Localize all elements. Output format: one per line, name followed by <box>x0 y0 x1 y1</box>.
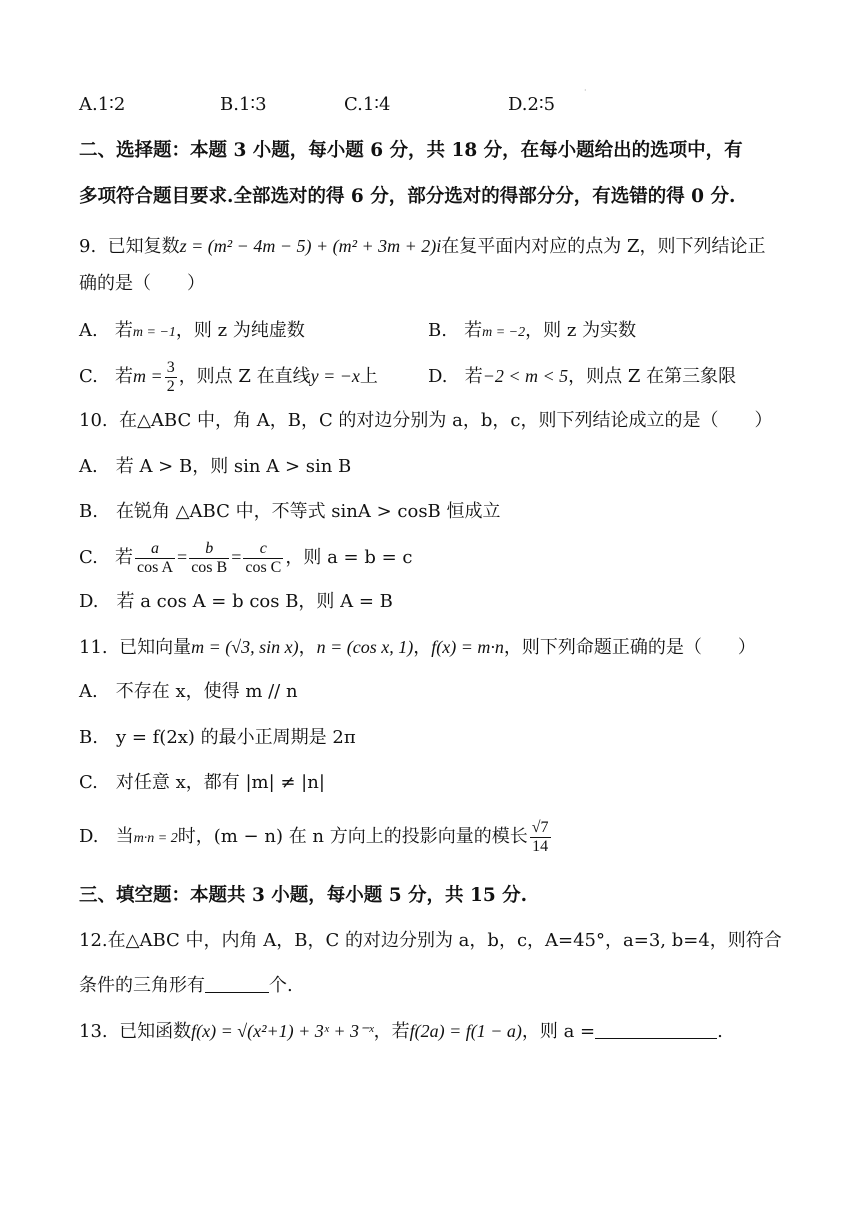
q9-option-b: B. 若m = −2，则 z 为实数 <box>428 320 637 341</box>
q13-number: 13. <box>79 1021 108 1042</box>
q12-answer-blank[interactable] <box>205 976 269 993</box>
section2-heading-line2: 多项符合题目要求.全部选对的得 6 分，部分选对的得部分分，有选错的得 0 分. <box>79 186 736 207</box>
q9-option-d: D. 若−2 < m < 5，则点 Z 在第三象限 <box>428 366 737 387</box>
q11-option-b: B. y = f(2x) 的最小正周期是 2π <box>79 727 356 748</box>
q10-option-d: D. 若 a cos A = b cos B，则 A = B <box>79 591 393 612</box>
q11-vector-n: n = (cos x, 1) <box>316 637 414 657</box>
q9-c-fraction: $\frac{3}{2}$ <box>166 358 175 395</box>
q11-option-a: A. 不存在 x，使得 m // n <box>79 681 298 702</box>
q13-condition: f(2a) = f(1 − a) <box>409 1021 522 1041</box>
q9-rest: 在复平面内对应的点为 Z，则下列结论正 <box>441 236 766 257</box>
section2-heading-line1: 二、选择题：本题 3 小题，每小题 6 分，共 18 分，在每小题给出的选项中，有 <box>79 140 743 161</box>
q11-option-c: C. 对任意 x，都有 |m| ≠ |n| <box>79 772 325 793</box>
q11-function-f: f(x) = m·n <box>431 637 504 657</box>
q8-option-d: D.2∶5 <box>508 94 556 115</box>
q10-c-fraction-b: $\frac{b}{\text{cos B}}$ <box>191 539 228 576</box>
q10-option-a: A. 若 A > B，则 sin A > sin B <box>79 456 352 477</box>
q9-stem <box>79 235 766 258</box>
q13-answer-blank[interactable] <box>595 1022 717 1039</box>
q9-option-c: C. 若m = $\frac{3}{2}$ ，则点 Z 在直线y = −x上 <box>79 358 378 395</box>
q10-c-fraction-c: $\frac{c}{\text{cos C}}$ <box>245 539 282 576</box>
q11-number: 11. <box>79 637 108 658</box>
q9-formula: z = (m² − 4m − 5) + (m² + 3m + 2)i <box>179 236 442 256</box>
q8-option-c: C.1∶4 <box>344 94 391 115</box>
q10-option-b: B. 在锐角 △ABC 中，不等式 sinA > cosB 恒成立 <box>79 501 501 522</box>
q9-stem-line2: 确的是（ ） <box>79 273 205 294</box>
q13-function: f(x) = √(x²+1) + 3ˣ + 3⁻ˣ <box>191 1021 374 1041</box>
q9-c-line: y = −x <box>310 366 360 386</box>
q10-number: 10. <box>79 410 108 431</box>
q11-d-fraction: $\frac{√7}{14}$ <box>531 818 549 855</box>
q9-number: 9. <box>79 236 97 257</box>
q13-stem: 13. 已知函数f(x) = √(x²+1) + 3ˣ + 3⁻ˣ，若f(2a) = f(1 − a)，则 a = . <box>79 1021 723 1042</box>
q10-c-fraction-a: $\frac{a}{\text{cos A}}$ <box>137 539 174 576</box>
q9-d-condition: −2 < m < 5 <box>482 366 569 386</box>
q11-d-condition: m·n = 2 <box>133 831 178 846</box>
q9-intro: 已知复数 <box>107 236 180 257</box>
q12-stem-line1: 12.在△ABC 中，内角 A，B，C 的对边分别为 a，b，c，A=45°，a=3, b=4，则符合 <box>79 930 782 951</box>
q9-b-condition: m = −2 <box>482 325 526 340</box>
q9-option-a: A. 若m = −1，则 z 为纯虚数 <box>79 320 305 341</box>
q12-stem-line2: 条件的三角形有 个. <box>79 975 293 996</box>
section3-heading: 三、填空题：本题共 3 小题，每小题 5 分，共 15 分. <box>79 885 528 906</box>
q8-option-b: B.1∶3 <box>220 94 267 115</box>
q10-stem: 10. 在△ABC 中，角 A，B，C 的对边分别为 a，b，c，则下列结论成立的是（ ） <box>79 410 773 431</box>
q11-vector-m: m = (√3, sin x) <box>191 637 299 657</box>
stray-mark: · <box>584 86 587 95</box>
q8-option-a: A.1∶2 <box>79 94 126 115</box>
q11-option-d: D. 当m·n = 2时，(m − n) 在 n 方向上的投影向量的模长 $\frac{√7}{14}$ <box>79 818 549 855</box>
q9-a-condition: m = −1 <box>132 325 176 340</box>
q10-option-c: C. 若 $\frac{a}{\text{cos A}}$ = $\frac{b}{\text{cos B}}$ = $\frac{c}{\text{cos C}}$ ，则 a = b = c <box>79 539 413 576</box>
q11-stem: 11. 已知向量m = (√3, sin x)，n = (cos x, 1)，f(x) = m·n，则下列命题正确的是（ ） <box>79 637 756 658</box>
